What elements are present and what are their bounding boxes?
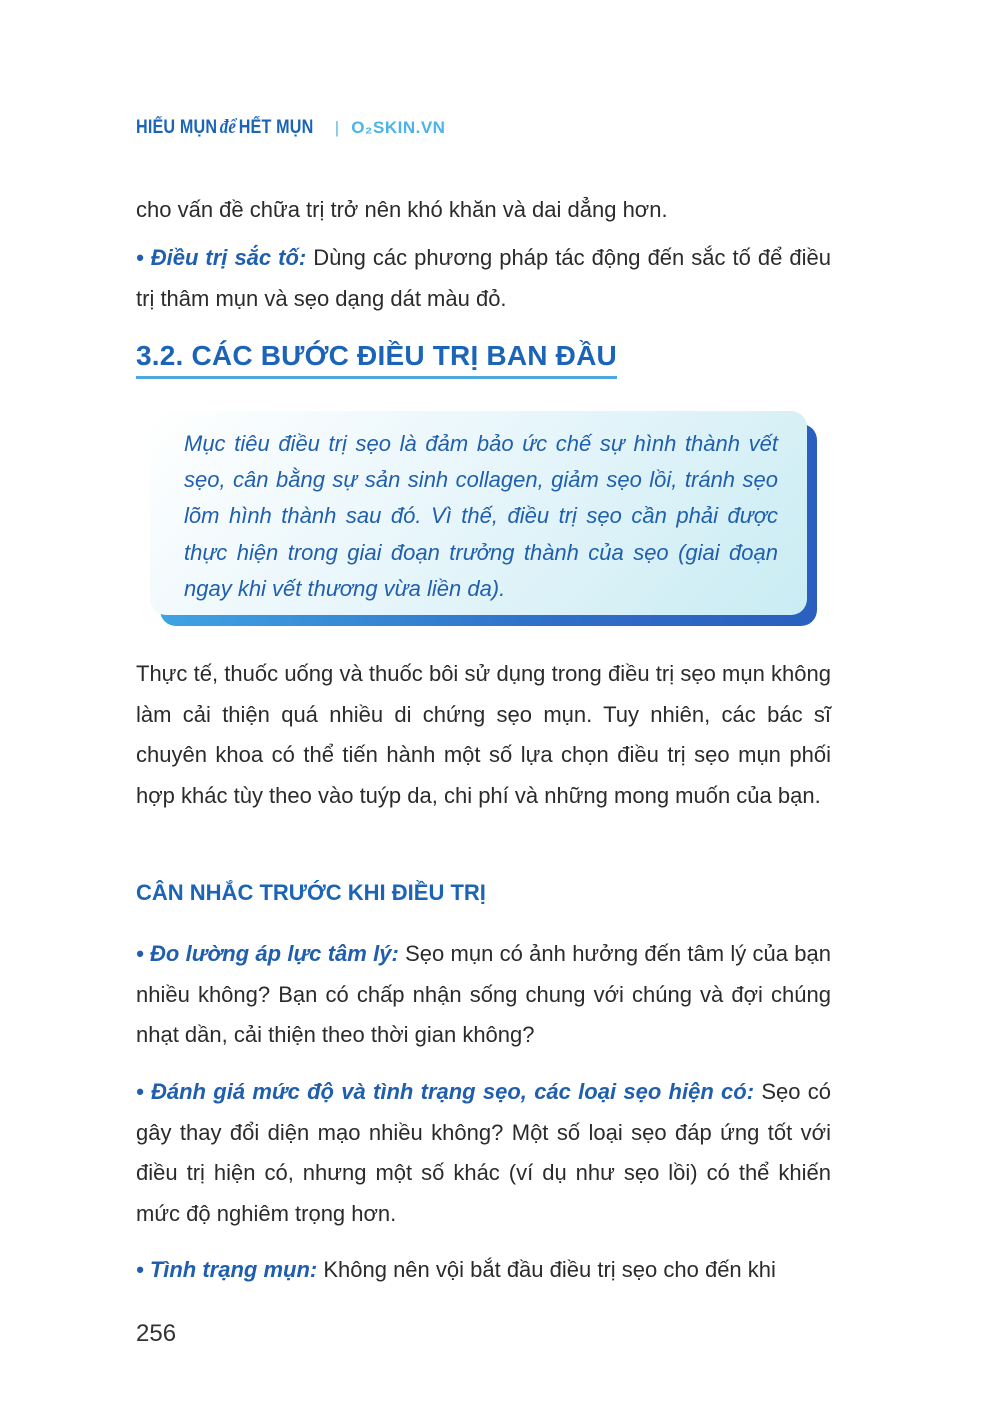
brand-connector: để (219, 116, 237, 138)
considerations-heading: CÂN NHẮC TRƯỚC KHI ĐIỀU TRỊ (136, 880, 486, 905)
book-brand (136, 116, 313, 139)
bullet-pigment-treatment (136, 238, 831, 319)
running-header (136, 116, 445, 139)
consideration-item (136, 934, 831, 1056)
consideration-item (136, 1250, 831, 1291)
bullet-text: Sẹo có gây thay đổi diện mạo nhiều không? Một số loại sẹo đáp ứng tốt với điều trị hiện có, nhưng một số khác (ví dụ như sẹo lồi) có thể khiến mức độ nghiêm trọng hơn. (136, 1079, 832, 1226)
section-title: 3.2. CÁC BƯỚC ĐIỀU TRỊ BAN ĐẦU (136, 340, 617, 379)
callout-text: Mục tiêu điều trị sẹo là đảm bảo ức chế sự hình thành vết sẹo, cân bằng sự sản sinh collagen, giảm sẹo lồi, tránh sẹo lõm hình thành sau đó. Vì thế, điều trị sẹo cần phải được thực hiện trong giai đoạn trưởng thành của sẹo (giai đoạn ngay khi vết thương vừa liền da). (184, 431, 778, 601)
header-separator: | (334, 118, 340, 137)
brand-part1: HIỂU MỤN (136, 117, 218, 138)
continuation-paragraph: cho vấn đề chữa trị trở nên khó khăn và dai dẳng hơn. (136, 197, 668, 222)
bullet-text: Không nên vội bắt đầu điều trị sẹo cho đến khi (317, 1257, 776, 1282)
bullet-text: Sẹo mụn có ảnh hưởng đến tâm lý của bạn nhiều không? Bạn có chấp nhận sống chung với chúng và đợi chúng nhạt dần, cải thiện theo thời gian không? (136, 941, 831, 1047)
bullet-label: • Điều trị sắc tố: (136, 245, 307, 270)
intro-paragraph: Thực tế, thuốc uống và thuốc bôi sử dụng trong điều trị sẹo mụn không làm cải thiện quá nhiều di chứng sẹo mụn. Tuy nhiên, các bác sĩ chuyên khoa có thể tiến hành một số lựa chọn điều trị sẹo mụn phối hợp khác tùy theo vào tuýp da, chi phí và những mong muốn của bạn. (136, 661, 831, 808)
brand-part2: HẾT MỤN (238, 117, 314, 138)
bullet-text: Dùng các phương pháp tác động đến sắc tố để điều trị thâm mụn và sẹo dạng dát màu đỏ. (136, 245, 832, 311)
page-number: 256 (136, 1320, 177, 1347)
bullet-label: • Đánh giá mức độ và tình trạng sẹo, các loại sẹo hiện có: (136, 1079, 755, 1104)
site-name: O₂SKIN.VN (351, 118, 446, 137)
consideration-item (136, 1072, 831, 1234)
bullet-label: • Tình trạng mụn: (136, 1257, 318, 1282)
bullet-label: • Đo lường áp lực tâm lý: (136, 941, 399, 966)
